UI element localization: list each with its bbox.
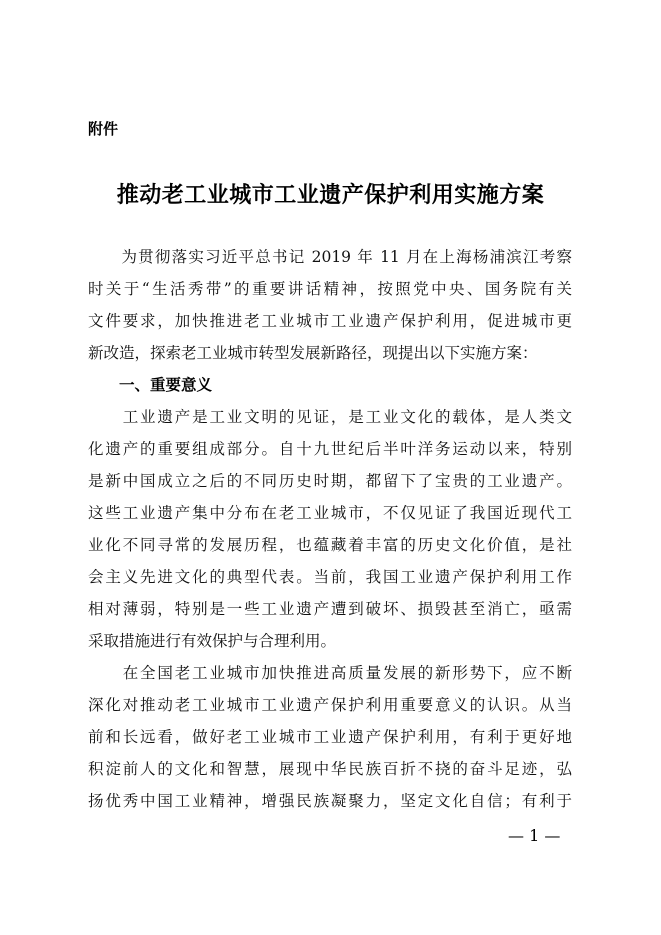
- page-title: 推动老工业城市工业遗产保护利用实施方案: [116, 183, 545, 208]
- text-line: 化遗产的重要组成部分。自十九世纪后半叶洋务运动以来，特别: [88, 440, 572, 458]
- text-line: 积淀前人的文化和智慧，展现中华民族百折不挠的奋斗足迹，弘: [88, 760, 572, 778]
- intro-paragraph: [88, 241, 572, 369]
- section-heading: 一、重要意义: [119, 376, 213, 394]
- text-line: 业化不同寻常的发展历程，也蕴藏着丰富的历史文化价值，是社: [88, 536, 572, 554]
- text-line: 是新中国成立之后的不同历史时期，都留下了宝贵的工业遗产。: [88, 472, 572, 490]
- text-line: 文件要求，加快推进老工业城市工业遗产保护利用，促进城市更: [88, 312, 572, 330]
- text-line: 新改造，探索老工业城市转型发展新路径，现提出以下实施方案：: [88, 344, 538, 362]
- text-line: 会主义先进文化的典型代表。当前，我国工业遗产保护利用工作: [88, 568, 572, 586]
- text-line: 为贯彻落实习近平总书记 2019 年 11 月在上海杨浦滨江考察: [88, 248, 572, 266]
- text-line: 深化对推动老工业城市工业遗产保护利用重要意义的认识。从当: [88, 696, 572, 714]
- text-line: 在全国老工业城市加快推进高质量发展的新形势下，应不断: [88, 664, 572, 682]
- text-line: 相对薄弱，特别是一些工业遗产遭到破坏、损毁甚至消亡，亟需: [88, 600, 572, 618]
- paragraph-significance-1: [88, 401, 572, 657]
- page-number: — 1 —: [508, 826, 561, 845]
- text-line: 采取措施进行有效保护与合理利用。: [88, 632, 337, 650]
- attachment-label: 附件: [88, 120, 119, 138]
- text-line: 扬优秀中国工业精神，增强民族凝聚力，坚定文化自信；有利于: [88, 792, 572, 810]
- text-line: 这些工业遗产集中分布在老工业城市，不仅见证了我国近现代工: [88, 504, 572, 522]
- text-line: 前和长远看，做好老工业城市工业遗产保护利用，有利于更好地: [88, 728, 572, 746]
- paragraph-significance-2: [88, 657, 572, 817]
- text-line: 时关于“生活秀带”的重要讲话精神，按照党中央、国务院有关: [88, 280, 572, 298]
- text-line: 工业遗产是工业文明的见证，是工业文化的载体，是人类文: [88, 408, 572, 426]
- document-body: [88, 241, 572, 817]
